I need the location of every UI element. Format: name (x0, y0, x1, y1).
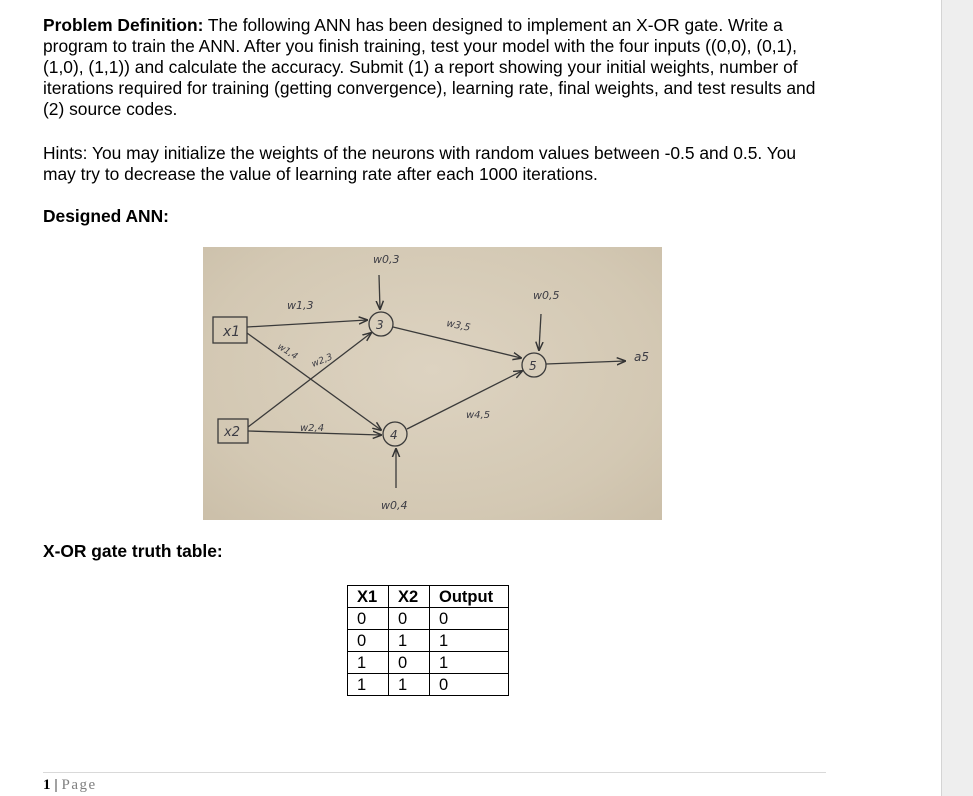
table-row (348, 608, 509, 630)
cell-x2: 1 (389, 674, 430, 696)
edge-4-to-5 (407, 371, 522, 429)
hints-paragraph: Hints: You may initialize the weights of the neurons with random values between -0.5 and 0.5. You may try to decrease the value of learning rate after each 1000 iterations. (43, 143, 797, 184)
input-x1-label: x1 (223, 324, 241, 340)
xor-truth-table-heading: X-OR gate truth table: (43, 541, 223, 561)
header-output: Output (430, 586, 509, 608)
page-footer (43, 777, 97, 794)
weight-w35-label: w3,5 (445, 318, 472, 334)
header-x1: X1 (348, 586, 389, 608)
weight-w23-label: w2,3 (310, 352, 335, 370)
page-number: 1 (43, 777, 51, 793)
cell-x1: 1 (348, 674, 389, 696)
problem-definition-label: Problem Definition: (43, 15, 204, 35)
footer-separator: | (54, 777, 58, 793)
cell-x1: 1 (348, 652, 389, 674)
weight-w13-label: w1,3 (287, 299, 314, 312)
cell-x1: 0 (348, 630, 389, 652)
cell-output: 0 (430, 674, 509, 696)
cell-x2: 1 (389, 630, 430, 652)
header-x2: X2 (389, 586, 430, 608)
weight-w24-label: w2,4 (300, 423, 325, 434)
ann-diagram-photo (203, 247, 662, 520)
weight-w05-label: w0,5 (533, 289, 560, 302)
problem-definition-text: The following ANN has been designed to implement an X-OR gate. Write a program to train the ANN. After you finish training, test your model with the four inputs ((0,0), (0,1), (1,0), (1,1)) and calculate the accuracy. Submit (1) a report showing your initial weights, number of iterations required for training (getting convergence), learning rate, final weights, and test results and (2) source codes. (43, 15, 816, 119)
weight-w03-label: w0,3 (373, 253, 400, 266)
edge-5-to-output (546, 361, 625, 364)
window-scroll-gutter[interactable] (941, 0, 973, 796)
table-header-row (348, 586, 509, 608)
edge-x1-to-3 (247, 320, 367, 327)
cell-output: 0 (430, 608, 509, 630)
edge-x1-to-4 (247, 333, 381, 430)
node-4-label: 4 (390, 428, 398, 442)
output-a5-label: a5 (634, 350, 649, 364)
node-5-label: 5 (529, 359, 537, 373)
footer-divider (43, 772, 826, 773)
cell-x1: 0 (348, 608, 389, 630)
designed-ann-heading: Designed ANN: (43, 206, 169, 226)
table-row (348, 652, 509, 674)
weight-w14-label: w1,4 (275, 342, 300, 363)
bias-arrow-0-3 (379, 275, 380, 309)
ann-diagram (203, 247, 662, 520)
weight-w45-label: w4,5 (466, 410, 491, 421)
input-x2-label: x2 (224, 425, 240, 440)
weight-w04-label: w0,4 (381, 499, 408, 512)
bias-arrow-0-5 (539, 314, 541, 350)
page-label: Page (61, 777, 97, 793)
node-3-label: 3 (376, 318, 384, 332)
edge-3-to-5 (393, 327, 521, 358)
cell-output: 1 (430, 630, 509, 652)
cell-x2: 0 (389, 608, 430, 630)
cell-output: 1 (430, 652, 509, 674)
problem-definition-paragraph (43, 15, 833, 120)
cell-x2: 0 (389, 652, 430, 674)
table-row (348, 630, 509, 652)
table-row (348, 674, 509, 696)
xor-truth-table (347, 585, 509, 696)
